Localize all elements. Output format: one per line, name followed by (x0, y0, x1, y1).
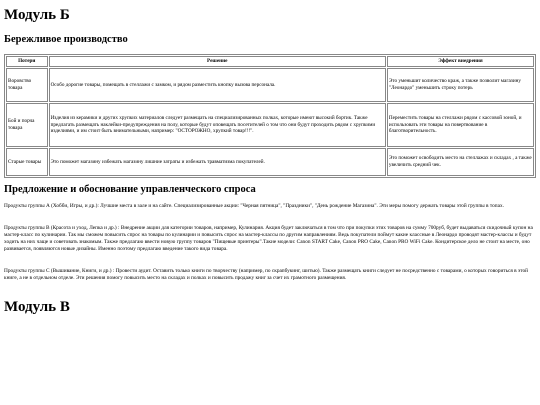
cell-solution: Особо дорогие товары, помещать в стеллажи с замком, и рядом разместить кнопку вызова персонала. (49, 68, 386, 102)
table-row (6, 148, 534, 176)
table-row (6, 68, 534, 102)
paragraph-group-b: Продукты группы В (Красота и уход, Лепка и др.) : Внедрение акции для категории товаров, например, Кулинария. Акция будет заключаться в том что при покупки этих товаров на сумму 700руб, будет выдаваться скидочный купон на мастер-класс по кулинарии. Так мы сможем повысить спрос на товары по кулинарии и повысить спрос на мастер-классы по другим направлениям. Ведь покупатели поймут какие классные в Леонардо проводят мастер-классы и будут ходить на них чаще и советовать знакомым. Также предлагаю ввести новую группу товаров "Пищевые принтеры".Такие модели: Canon START Cake, Canon PRO Cake, Canon PRO WiFi Cake. Кондитерское дело не стоит на месте, оно развивается, появляются новые дизайны. Именно поэтому предлагаю введение такого вида товара. (4, 225, 533, 252)
cell-loss: Воровство товара (6, 68, 48, 102)
cell-effect: Переместить товары на стеллажи рядом с кассовой зоной, и использовать эти товары на повертвование в благотворительность. (387, 103, 534, 147)
module-v-heading: Модуль В (4, 299, 70, 315)
header-losses: Потери (6, 56, 48, 67)
proposal-heading: Предложение и обоснование управленческого спроса (4, 184, 256, 195)
table-header-row (6, 56, 534, 67)
header-solution: Решение (49, 56, 386, 67)
cell-solution: Это поможет магазину избежать магазину лишние затраты и избежать травматизма покупателей. (49, 148, 386, 176)
lean-production-heading: Бережливое производство (4, 34, 128, 45)
losses-table (4, 54, 536, 178)
header-effect: Эффект внедрения (387, 56, 534, 67)
cell-solution: Изделия из керамики и других хрупких материалов следует размещать на специализированных полках, которые имеют высокий бортик. Также предлагать размещать наклейки-предупреждения на полу, которые будут оповещать посетителей о том что они будут проходить рядом с хрупкими изделиями, и им стоит быть внимательными, например: "ОСТОРОЖНО, хрупкий товар!!!". (49, 103, 386, 147)
cell-effect: Это поможет освободить место на стеллажах и складах , а также увеличить средний чек. (387, 148, 534, 176)
paragraph-group-c: Продукты группы С (Вышивание, Книги, и др.) : Провести аудит. Оставить только книги по творчеству (например, по скрапбукинг, шитью). Также размещать книги следует не посредственно с товарами, о которых говориться в этой книге, а не в отдельном отделе. Эти решения помогу повысить место на складах и полках и повысить продажу книг за счет их грамотного размещения. (4, 268, 528, 281)
cell-loss: Старые товары (6, 148, 48, 176)
cell-loss: Бой и порча товара (6, 103, 48, 147)
cell-effect: Это уменьшит количество краж, а также позволит магазину "Леонардо" уменьшить строку потерь (387, 68, 534, 102)
table-row (6, 103, 534, 147)
module-b-heading: Модуль Б (4, 7, 70, 23)
paragraph-group-a: Продукты группы А (Хобби, Игры, и др.): Лучшие места в зале и на сайте. Специализированные акции: "Черная пятница", "Праздники", "День рождение Магазина". Эти меры помогу держать товары этой группы в топах. (4, 203, 504, 209)
